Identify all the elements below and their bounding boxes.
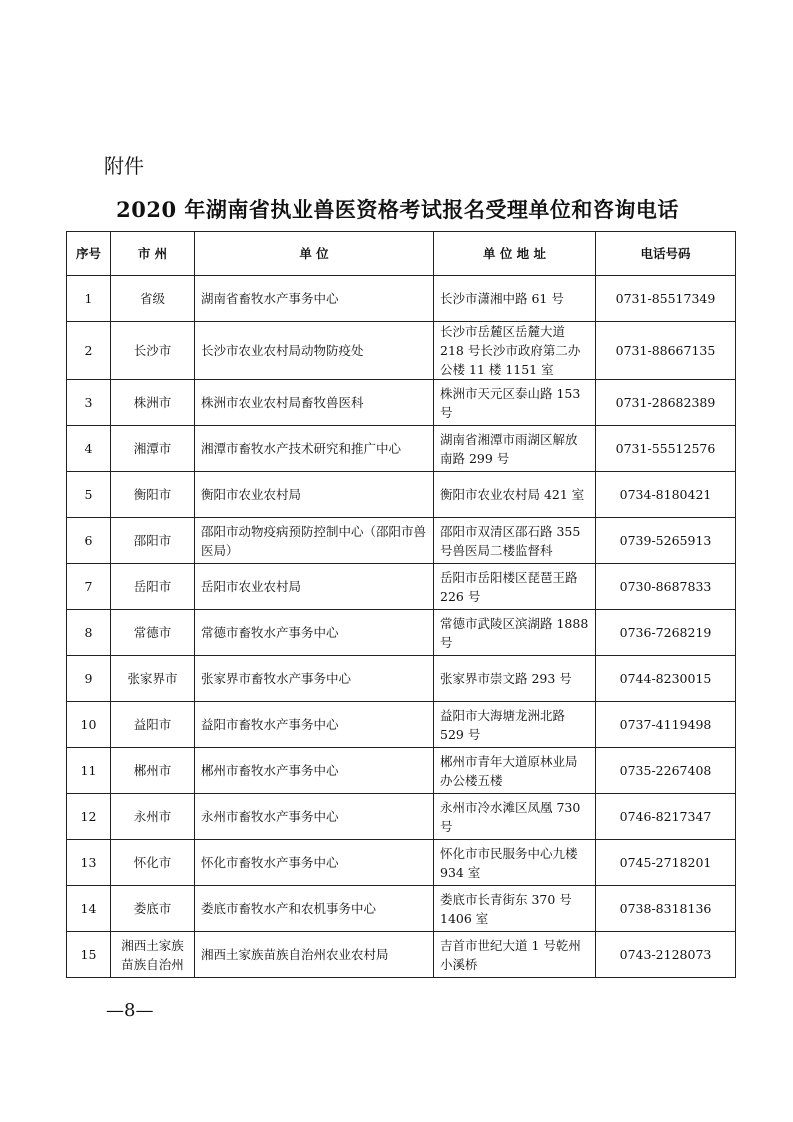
row-unit: 岳阳市农业农村局 bbox=[195, 564, 434, 610]
row-city: 湘潭市 bbox=[111, 426, 195, 472]
row-phone: 0731-88667135 bbox=[596, 322, 736, 380]
row-no: 4 bbox=[67, 426, 111, 472]
row-city: 怀化市 bbox=[111, 840, 195, 886]
row-no: 11 bbox=[67, 748, 111, 794]
header-unit: 单 位 bbox=[195, 232, 434, 276]
row-no: 2 bbox=[67, 322, 111, 380]
row-address: 郴州市青年大道原林业局办公楼五楼 bbox=[434, 748, 596, 794]
document-title: 2020 年湖南省执业兽医资格考试报名受理单位和咨询电话 bbox=[116, 197, 679, 222]
row-city: 株洲市 bbox=[111, 380, 195, 426]
row-city: 娄底市 bbox=[111, 886, 195, 932]
row-unit: 张家界市畜牧水产事务中心 bbox=[195, 656, 434, 702]
row-unit: 永州市畜牧水产事务中心 bbox=[195, 794, 434, 840]
row-address: 岳阳市岳阳楼区琵琶王路 226 号 bbox=[434, 564, 596, 610]
page-number: —8— bbox=[106, 1000, 154, 1021]
row-address: 长沙市潇湘中路 61 号 bbox=[434, 276, 596, 322]
table-row bbox=[67, 564, 736, 610]
row-unit: 株洲市农业农村局畜牧兽医科 bbox=[195, 380, 434, 426]
row-address: 吉首市世纪大道 1 号乾州小溪桥 bbox=[434, 932, 596, 978]
row-phone: 0743-2128073 bbox=[596, 932, 736, 978]
row-city: 邵阳市 bbox=[111, 518, 195, 564]
row-no: 5 bbox=[67, 472, 111, 518]
row-address: 株洲市天元区泰山路 153 号 bbox=[434, 380, 596, 426]
table-row bbox=[67, 886, 736, 932]
row-address: 益阳市大海塘龙洲北路 529 号 bbox=[434, 702, 596, 748]
row-city: 张家界市 bbox=[111, 656, 195, 702]
row-phone: 0739-5265913 bbox=[596, 518, 736, 564]
row-unit: 益阳市畜牧水产事务中心 bbox=[195, 702, 434, 748]
row-unit: 湖南省畜牧水产事务中心 bbox=[195, 276, 434, 322]
row-phone: 0744-8230015 bbox=[596, 656, 736, 702]
row-phone: 0745-2718201 bbox=[596, 840, 736, 886]
table-row bbox=[67, 276, 736, 322]
row-phone: 0746-8217347 bbox=[596, 794, 736, 840]
row-no: 1 bbox=[67, 276, 111, 322]
row-unit: 长沙市农业农村局动物防疫处 bbox=[195, 322, 434, 380]
row-no: 3 bbox=[67, 380, 111, 426]
row-unit: 娄底市畜牧水产和农机事务中心 bbox=[195, 886, 434, 932]
row-address: 湖南省湘潭市雨湖区解放南路 299 号 bbox=[434, 426, 596, 472]
row-phone: 0737-4119498 bbox=[596, 702, 736, 748]
header-phone: 电话号码 bbox=[596, 232, 736, 276]
row-unit: 邵阳市动物疫病预防控制中心（邵阳市兽医局） bbox=[195, 518, 434, 564]
table-header-row bbox=[67, 232, 736, 276]
table-row bbox=[67, 380, 736, 426]
attachment-label: 附件 bbox=[104, 154, 144, 178]
header-no: 序号 bbox=[67, 232, 111, 276]
row-unit: 郴州市畜牧水产事务中心 bbox=[195, 748, 434, 794]
row-city: 衡阳市 bbox=[111, 472, 195, 518]
table-row bbox=[67, 518, 736, 564]
row-no: 15 bbox=[67, 932, 111, 978]
row-no: 14 bbox=[67, 886, 111, 932]
row-address: 娄底市长青街东 370 号 1406 室 bbox=[434, 886, 596, 932]
row-phone: 0731-85517349 bbox=[596, 276, 736, 322]
header-city: 市 州 bbox=[111, 232, 195, 276]
row-address: 长沙市岳麓区岳麓大道 218 号长沙市政府第二办公楼 11 楼 1151 室 bbox=[434, 322, 596, 380]
table-row bbox=[67, 702, 736, 748]
table-row bbox=[67, 748, 736, 794]
table-row bbox=[67, 840, 736, 886]
row-phone: 0731-55512576 bbox=[596, 426, 736, 472]
row-city: 长沙市 bbox=[111, 322, 195, 380]
row-no: 6 bbox=[67, 518, 111, 564]
row-no: 7 bbox=[67, 564, 111, 610]
row-unit: 湘潭市畜牧水产技术研究和推广中心 bbox=[195, 426, 434, 472]
row-address: 常德市武陵区滨湖路 1888 号 bbox=[434, 610, 596, 656]
row-phone: 0735-2267408 bbox=[596, 748, 736, 794]
row-phone: 0736-7268219 bbox=[596, 610, 736, 656]
row-city: 湘西土家族苗族自治州 bbox=[111, 932, 195, 978]
table-row bbox=[67, 932, 736, 978]
table-row bbox=[67, 322, 736, 380]
row-address: 张家界市崇文路 293 号 bbox=[434, 656, 596, 702]
header-address: 单 位 地 址 bbox=[434, 232, 596, 276]
row-no: 8 bbox=[67, 610, 111, 656]
row-unit: 湘西土家族苗族自治州农业农村局 bbox=[195, 932, 434, 978]
row-phone: 0738-8318136 bbox=[596, 886, 736, 932]
row-no: 12 bbox=[67, 794, 111, 840]
row-no: 13 bbox=[67, 840, 111, 886]
table-row bbox=[67, 794, 736, 840]
row-phone: 0731-28682389 bbox=[596, 380, 736, 426]
table-row bbox=[67, 426, 736, 472]
row-no: 9 bbox=[67, 656, 111, 702]
row-address: 邵阳市双清区邵石路 355 号兽医局二楼监督科 bbox=[434, 518, 596, 564]
row-phone: 0730-8687833 bbox=[596, 564, 736, 610]
row-no: 10 bbox=[67, 702, 111, 748]
row-city: 省级 bbox=[111, 276, 195, 322]
row-unit: 衡阳市农业农村局 bbox=[195, 472, 434, 518]
table-row bbox=[67, 610, 736, 656]
row-unit: 常德市畜牧水产事务中心 bbox=[195, 610, 434, 656]
row-city: 益阳市 bbox=[111, 702, 195, 748]
row-city: 岳阳市 bbox=[111, 564, 195, 610]
row-unit: 怀化市畜牧水产事务中心 bbox=[195, 840, 434, 886]
row-phone: 0734-8180421 bbox=[596, 472, 736, 518]
row-city: 郴州市 bbox=[111, 748, 195, 794]
registration-units-table bbox=[66, 231, 736, 978]
row-address: 衡阳市农业农村局 421 室 bbox=[434, 472, 596, 518]
row-city: 永州市 bbox=[111, 794, 195, 840]
row-address: 永州市冷水滩区凤凰 730 号 bbox=[434, 794, 596, 840]
table-row bbox=[67, 656, 736, 702]
row-address: 怀化市市民服务中心九楼 934 室 bbox=[434, 840, 596, 886]
row-city: 常德市 bbox=[111, 610, 195, 656]
table-row bbox=[67, 472, 736, 518]
